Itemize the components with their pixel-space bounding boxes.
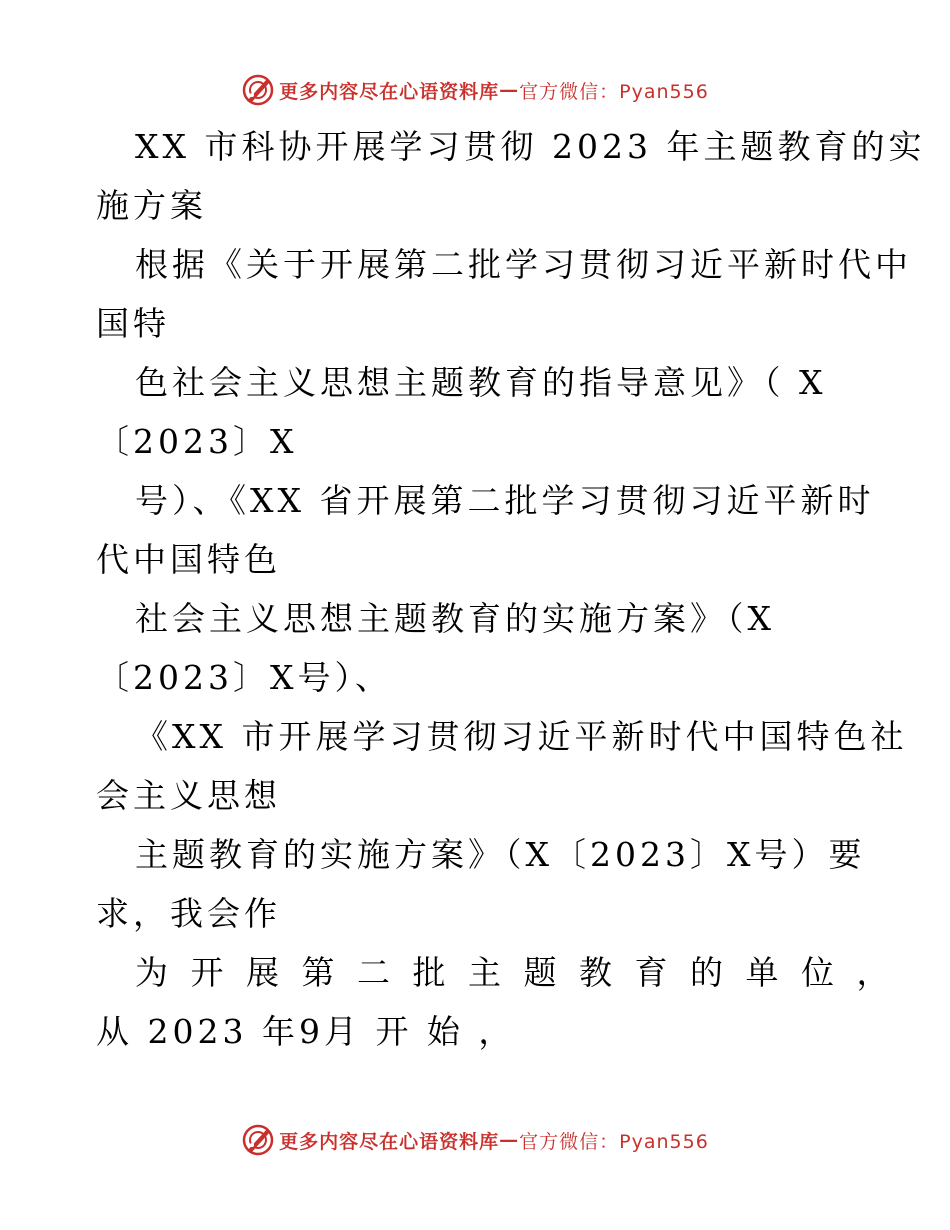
title-line-1: XX 市科协开展学习贯彻 2023 年主题教育的实 xyxy=(135,127,926,166)
footer-banner xyxy=(0,1120,950,1160)
body-line: 代中国特色 xyxy=(96,540,281,579)
body-line: 色社会主义思想主题教育的指导意见》（ X xyxy=(135,363,827,402)
banner-wechat-text: 官方微信：Pyan556 xyxy=(519,80,709,103)
body-line: 〔2023〕X xyxy=(96,422,298,461)
brand-logo-icon xyxy=(241,1123,275,1157)
banner-main-text: 更多内容尽在心语资料库 xyxy=(279,80,500,103)
banner-dash: — xyxy=(499,79,520,101)
body-line: 求，我会作 xyxy=(96,894,281,933)
brand-logo-icon xyxy=(241,73,275,107)
body-line: 从 2023 年9月 开 始 ， xyxy=(96,1012,516,1051)
body-line: 为开展第二批主题教育的单位， xyxy=(135,953,912,992)
body-line: 国特 xyxy=(96,304,170,343)
banner-dash: — xyxy=(499,1129,520,1151)
body-line: 根据《关于开展第二批学习贯彻习近平新时代中 xyxy=(135,245,912,284)
body-line: 主题教育的实施方案》（X〔2023〕X号）要 xyxy=(135,835,866,874)
title-line-2: 施方案 xyxy=(96,186,207,225)
body-line: 会主义思想 xyxy=(96,776,281,815)
body-line: 〔2023〕X号）、 xyxy=(96,658,392,697)
header-banner xyxy=(0,70,950,110)
banner-wechat-text: 官方微信：Pyan556 xyxy=(519,1130,709,1153)
body-line: 号）、《XX 省开展第二批学习贯彻习近平新时 xyxy=(135,481,875,520)
banner-main-text: 更多内容尽在心语资料库 xyxy=(279,1130,500,1153)
body-line: 《XX 市开展学习贯彻习近平新时代中国特色社 xyxy=(135,717,908,756)
body-line: 社会主义思想主题教育的实施方案》（X xyxy=(135,599,775,638)
